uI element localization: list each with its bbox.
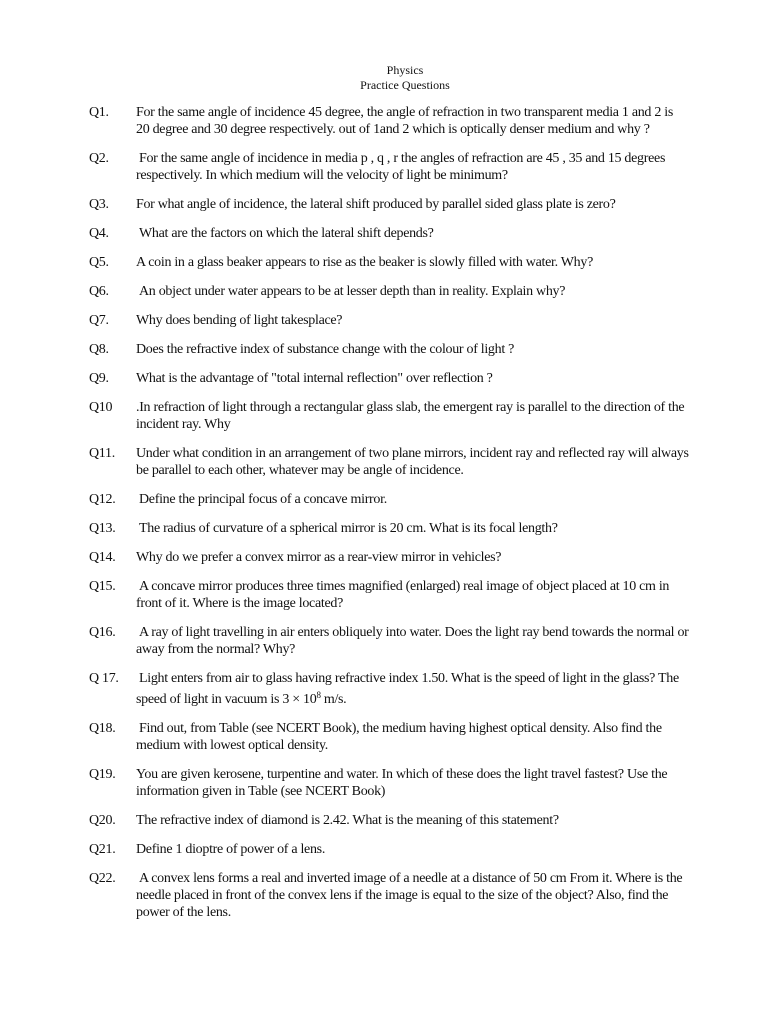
question-text: The radius of curvature of a spherical mirror is 20 cm. What is its focal length? — [139, 521, 558, 536]
question-item — [89, 549, 689, 566]
question-text: Find out, from Table (see NCERT Book), the medium having highest optical density. Also find the medium with lowest optical density. — [136, 721, 662, 753]
question-item — [89, 341, 689, 358]
question-number: Q5. — [89, 255, 109, 270]
subject-title: Physics — [386, 63, 424, 77]
question-text: Under what condition in an arrangement of two plane mirrors, incident ray and reflected ray will always be parallel to each other, whatever may be angle of incidence. — [136, 446, 689, 478]
question-number: Q8. — [89, 342, 109, 357]
question-text: Define 1 dioptre of power of a lens. — [136, 842, 326, 857]
question-item — [89, 812, 689, 829]
question-text: The refractive index of diamond is 2.42. What is the meaning of this statement? — [136, 813, 559, 828]
question-item — [89, 254, 689, 271]
document-header — [0, 63, 768, 93]
question-item — [89, 841, 689, 858]
question-item — [89, 578, 689, 612]
question-number: Q 17. — [89, 671, 119, 686]
question-text: .In refraction of light through a rectangular glass slab, the emergent ray is parallel to the direction of the incident ray. Why — [136, 400, 685, 432]
question-text: A convex lens forms a real and inverted image of a needle at a distance of 50 cm From it. Where is the needle placed in front of the convex lens if the image is equal to the size of the object? Also, find the power of the lens. — [136, 871, 683, 920]
question-list — [89, 104, 689, 921]
question-text: Why does bending of light takesplace? — [136, 313, 343, 328]
question-text: A ray of light travelling in air enters obliquely into water. Does the light ray bend towards the normal or away from the normal? Why? — [136, 625, 689, 657]
question-item — [89, 283, 689, 300]
question-number: Q11. — [89, 446, 115, 461]
question-item — [89, 520, 689, 537]
question-item — [89, 196, 689, 213]
question-number: Q2. — [89, 151, 109, 166]
question-item — [89, 370, 689, 387]
question-number: Q4. — [89, 226, 109, 241]
question-number: Q16. — [89, 625, 116, 640]
question-item — [89, 870, 689, 921]
question-number: Q9. — [89, 371, 109, 386]
question-item — [89, 104, 689, 138]
question-number: Q22. — [89, 871, 116, 886]
question-text: A coin in a glass beaker appears to rise as the beaker is slowly filled with water. Why? — [136, 255, 593, 270]
question-item — [89, 312, 689, 329]
question-number: Q20. — [89, 813, 116, 828]
question-number: Q21. — [89, 842, 116, 857]
question-text-main: Light enters from air to glass having refractive index 1.50. What is the speed of light in the glass? The speed of light in vacuum is 3 × 10 — [136, 671, 679, 707]
question-number: Q1. — [89, 105, 109, 120]
question-text: For what angle of incidence, the lateral shift produced by parallel sided glass plate is zero? — [136, 197, 616, 212]
question-number: Q14. — [89, 550, 116, 565]
question-item — [89, 720, 689, 754]
question-item — [89, 150, 689, 184]
superscript-exponent: 8 — [316, 690, 321, 700]
document-subtitle: Practice Questions — [360, 78, 450, 92]
question-text — [136, 670, 689, 708]
question-text: A concave mirror produces three times magnified (enlarged) real image of object placed at 10 cm in front of it. Where is the image located? — [136, 579, 670, 611]
question-text: An object under water appears to be at lesser depth than in reality. Explain why? — [139, 284, 566, 299]
question-text-tail: m/s. — [320, 692, 347, 707]
question-item — [89, 445, 689, 479]
question-number: Q19. — [89, 767, 116, 782]
question-item — [89, 624, 689, 658]
question-text: Define the principal focus of a concave mirror. — [139, 492, 387, 507]
question-text: For the same angle of incidence 45 degree, the angle of refraction in two transparent media 1 and 2 is 20 degree and 30 degree respectively. out of 1and 2 which is optically denser medium and why ? — [136, 105, 673, 137]
question-text: What is the advantage of "total internal reflection" over reflection ? — [136, 371, 493, 386]
question-item — [89, 766, 689, 800]
question-text: What are the factors on which the lateral shift depends? — [139, 226, 434, 241]
question-number: Q7. — [89, 313, 109, 328]
question-text: For the same angle of incidence in media p , q , r the angles of refraction are 45 , 35 and 15 degrees respectively. In which medium will the velocity of light be minimum? — [136, 151, 666, 183]
question-number: Q12. — [89, 492, 116, 507]
question-number: Q13. — [89, 521, 116, 536]
question-item — [89, 399, 689, 433]
question-number: Q15. — [89, 579, 116, 594]
question-text: Does the refractive index of substance change with the colour of light ? — [136, 342, 515, 357]
question-number: Q3. — [89, 197, 109, 212]
question-text: You are given kerosene, turpentine and water. In which of these does the light travel fastest? Use the information given in Table (see NCERT Book) — [136, 767, 668, 799]
question-item — [89, 225, 689, 242]
question-number: Q10 — [89, 400, 113, 415]
question-text: Why do we prefer a convex mirror as a rear-view mirror in vehicles? — [136, 550, 502, 565]
question-number: Q6. — [89, 284, 109, 299]
question-number: Q18. — [89, 721, 116, 736]
question-item — [89, 491, 689, 508]
question-item — [89, 670, 689, 708]
